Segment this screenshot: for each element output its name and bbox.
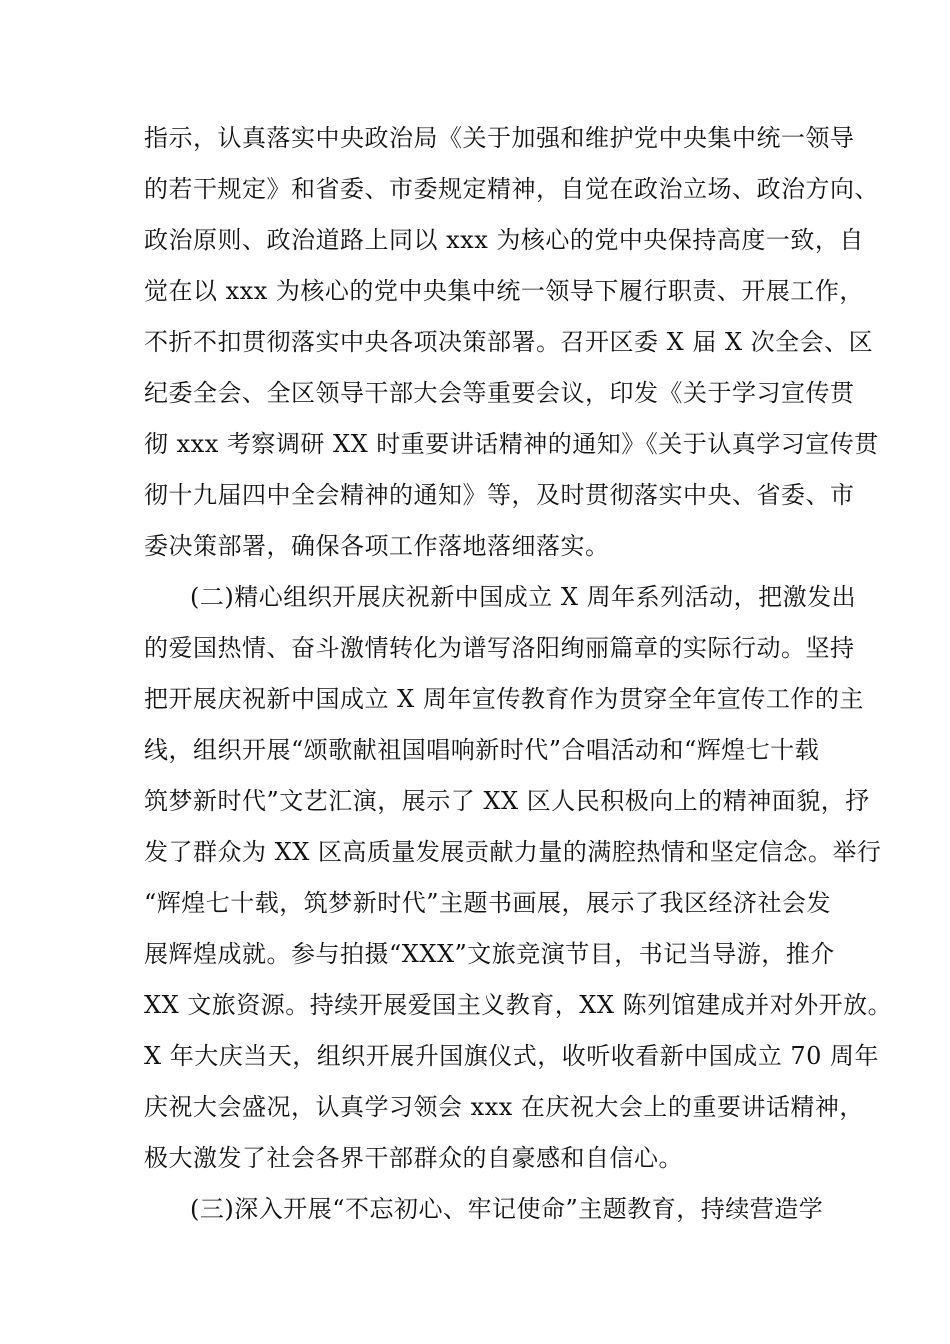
text-line: 极大激发了社会各界干部群众的自豪感和自信心。 xyxy=(144,1144,683,1172)
text-line: 指示，认真落实中央政治局《关于加强和维护党中央集中统一领导 xyxy=(144,124,855,152)
text-line: 筑梦新时代”文艺汇演，展示了 XX 区人民积极向上的精神面貌，抒 xyxy=(144,787,870,815)
text-line: 线，组织开展“颂歌献祖国唱响新时代”合唱活动和“辉煌七十载 xyxy=(144,736,820,764)
text-line: 觉在以 xxx 为核心的党中央集中统一领导下履行职责、开展工作， xyxy=(144,277,864,305)
section-heading-3: (三)深入开展“不忘初心、牢记使命”主题教育，持续营造学 xyxy=(190,1195,824,1223)
text-line: 彻 xxx 考察调研 XX 时重要讲话精神的通知》《关于认真学习宣传贯 xyxy=(144,430,879,458)
text-line: 展辉煌成就。参与拍摄“XXX”文旅竞演节目，书记当导游，推介 xyxy=(144,940,835,968)
text-line: 政治原则、政治道路上同以 xxx 为核心的党中央保持高度一致，自 xyxy=(144,226,864,254)
text-line: 把开展庆祝新中国成立 X 周年宣传教育作为贯穿全年宣传工作的主 xyxy=(144,685,864,713)
text-line: 委决策部署，确保各项工作落地落细落实。 xyxy=(144,532,610,560)
text-line: 的爱国热情、奋斗激情转化为谱写洛阳绚丽篇章的实际行动。坚持 xyxy=(144,634,855,662)
text-line: X 年大庆当天，组织开展升国旗仪式，收听收看新中国成立 70 周年 xyxy=(144,1042,880,1070)
text-line: 庆祝大会盛况，认真学习领会 xxx 在庆祝大会上的重要讲话精神， xyxy=(144,1093,864,1121)
section-heading-2: (二)精心组织开展庆祝新中国成立 X 周年系列活动，把激发出 xyxy=(190,583,857,611)
text-line: XX 文旅资源。持续开展爱国主义教育，XX 陈列馆建成并对外开放。 xyxy=(144,991,893,1019)
text-line: 的若干规定》和省委、市委规定精神，自觉在政治立场、政治方向、 xyxy=(144,175,879,203)
text-line: 不折不扣贯彻落实中央各项决策部署。召开区委 X 届 X 次全会、区 xyxy=(144,328,874,356)
text-line: “辉煌七十载，筑梦新时代”主题书画展，展示了我区经济社会发 xyxy=(144,889,832,917)
text-line: 彻十九届四中全会精神的通知》等，及时贯彻落实中央、省委、市 xyxy=(144,481,855,509)
text-line: 发了群众为 XX 区高质量发展贡献力量的满腔热情和坚定信念。举行 xyxy=(144,838,882,866)
text-line: 纪委全会、全区领导干部大会等重要会议，印发《关于学习宣传贯 xyxy=(144,379,855,407)
